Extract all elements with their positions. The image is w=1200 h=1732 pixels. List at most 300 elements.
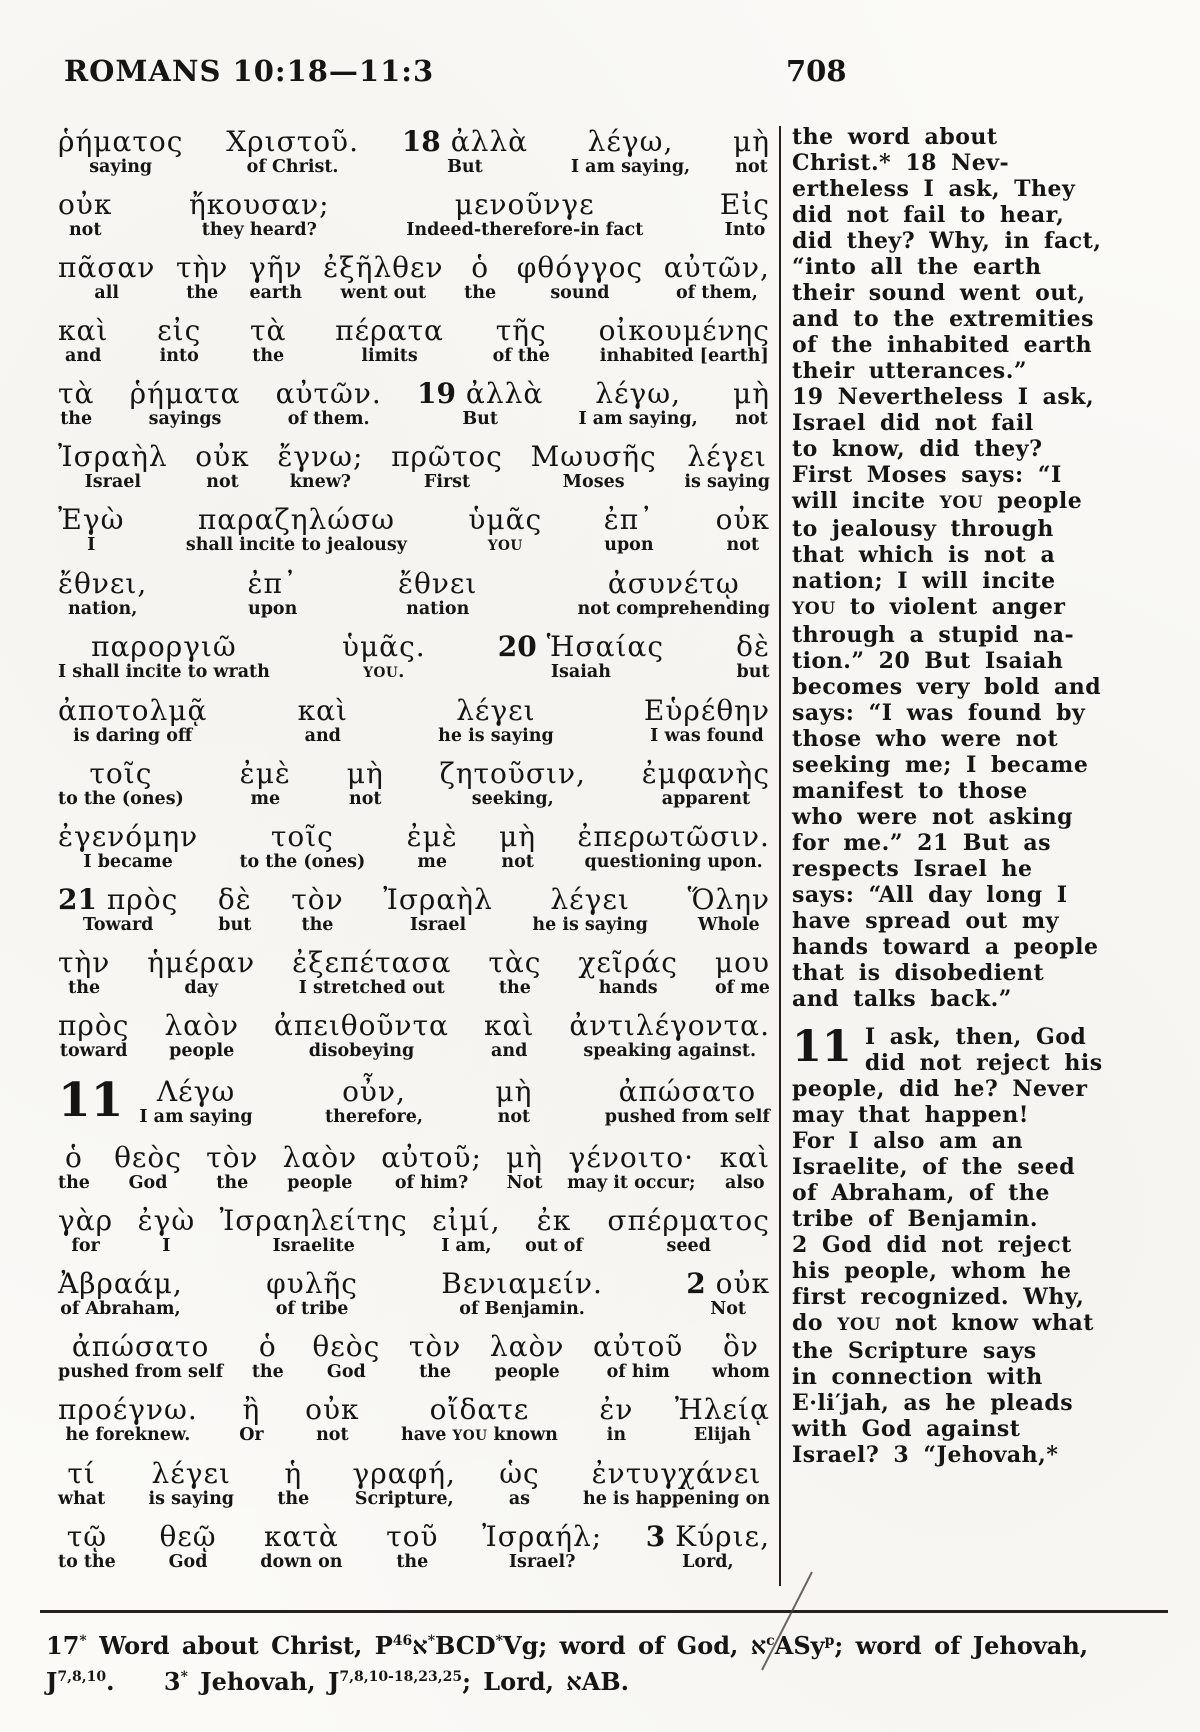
english-gloss: I am, bbox=[441, 1236, 492, 1256]
english-gloss: the bbox=[186, 283, 219, 303]
english-gloss: I bbox=[87, 535, 96, 555]
greek-english-word-pair bbox=[401, 1394, 558, 1447]
interlinear-line bbox=[58, 126, 770, 178]
interlinear-line bbox=[58, 378, 770, 430]
english-gloss: to the (ones) bbox=[58, 789, 184, 809]
footnote-text: BCD bbox=[435, 1631, 496, 1660]
english-gloss: not bbox=[501, 852, 534, 872]
greek-english-word-pair bbox=[114, 1142, 182, 1194]
greek-english-word-pair bbox=[684, 441, 770, 493]
translation-line: the word about bbox=[792, 124, 998, 150]
greek-word: 21 πρὸς bbox=[58, 883, 179, 916]
greek-english-word-pair bbox=[305, 1394, 359, 1446]
greek-english-word-pair bbox=[567, 1142, 695, 1194]
greek-word: ἡμέραν bbox=[147, 946, 256, 979]
english-gloss: he foreknew. bbox=[65, 1425, 191, 1445]
translation-line: the Scripture says bbox=[792, 1338, 1037, 1364]
english-gloss: people bbox=[287, 1173, 353, 1193]
interlinear-line bbox=[58, 504, 770, 557]
greek-english-word-pair bbox=[720, 1142, 770, 1194]
english-gloss: not comprehending bbox=[577, 599, 770, 619]
greek-word: δὲ bbox=[736, 630, 770, 663]
greek-word: αὐτῶν, bbox=[663, 251, 770, 284]
interlinear-line bbox=[58, 758, 770, 810]
greek-english-word-pair bbox=[283, 1142, 358, 1194]
greek-english-word-pair bbox=[495, 1076, 532, 1128]
english-gloss: what bbox=[58, 1489, 106, 1509]
english-gloss: of me bbox=[714, 978, 770, 998]
greek-word: οὐκ bbox=[305, 1393, 360, 1426]
english-gloss: therefore, bbox=[325, 1107, 423, 1127]
greek-word: τὰ bbox=[250, 314, 287, 347]
english-gloss: Into bbox=[724, 220, 766, 240]
greek-english-word-pair bbox=[277, 441, 363, 493]
translation-line: to know, did they? bbox=[792, 436, 1043, 462]
greek-english-word-pair bbox=[438, 695, 554, 747]
greek-word: οὐκ bbox=[195, 440, 250, 473]
greek-word: λέγει bbox=[456, 694, 536, 727]
greek-english-word-pair bbox=[176, 252, 228, 304]
greek-word: πᾶσαν bbox=[58, 251, 156, 284]
greek-word: ἔγνω; bbox=[277, 440, 364, 473]
greek-word: μὴ bbox=[499, 820, 537, 853]
translation-line: For I also am an bbox=[792, 1128, 1024, 1154]
english-gloss: apparent bbox=[661, 789, 751, 809]
greek-word: Βενιαμείν. bbox=[441, 1267, 603, 1300]
interlinear-line bbox=[58, 1458, 770, 1510]
greek-english-word-pair bbox=[532, 884, 648, 936]
english-gloss: Elijah bbox=[693, 1425, 751, 1445]
greek-english-word-pair bbox=[260, 1521, 342, 1573]
greek-word: Εὑρέθην bbox=[643, 694, 770, 727]
greek-word: πέρατα bbox=[335, 314, 444, 347]
interlinear-line bbox=[58, 252, 770, 304]
english-translation-column bbox=[792, 124, 1170, 1468]
greek-english-word-pair bbox=[58, 1394, 198, 1446]
greek-word: τοῖς bbox=[89, 757, 153, 790]
greek-english-word-pair bbox=[58, 1521, 116, 1573]
greek-word: πρῶτος bbox=[391, 440, 503, 473]
translation-line: through a stupid na- bbox=[792, 622, 1075, 648]
english-gloss bbox=[488, 535, 523, 557]
greek-word: μενοῦνγε bbox=[454, 188, 595, 221]
greek-english-word-pair bbox=[226, 126, 359, 178]
translation-line: for me.” 21 But as bbox=[792, 830, 1051, 856]
greek-word: ἐντυγχάνει bbox=[591, 1457, 762, 1490]
greek-english-word-pair bbox=[599, 315, 770, 367]
greek-word: λέγω, bbox=[595, 377, 681, 410]
greek-word: τὸν bbox=[206, 1141, 259, 1174]
translation-line: I ask, then, God bbox=[864, 1024, 1087, 1050]
footnote-rule bbox=[40, 1610, 1168, 1613]
greek-english-word-pair bbox=[353, 1458, 456, 1510]
greek-word: Ἐγὼ bbox=[58, 503, 125, 536]
small-caps-you: YOU bbox=[363, 665, 399, 681]
english-gloss: me bbox=[417, 852, 448, 872]
english-gloss: I am saying bbox=[139, 1107, 253, 1127]
verse-number: 19 bbox=[417, 377, 457, 410]
greek-word: ἔθνει, bbox=[58, 567, 148, 600]
greek-english-word-pair bbox=[335, 315, 444, 367]
translation-line: respects Israel he bbox=[792, 856, 1033, 882]
translation-line: 19 Nevertheless I ask, bbox=[792, 384, 1095, 410]
english-gloss: inhabited [earth] bbox=[599, 346, 769, 366]
greek-english-word-pair bbox=[58, 252, 155, 304]
english-gloss: Whole bbox=[697, 915, 760, 935]
english-gloss: I bbox=[162, 1236, 171, 1256]
interlinear-line bbox=[139, 1076, 770, 1128]
greek-english-word-pair bbox=[159, 1521, 216, 1573]
greek-word: μὴ bbox=[495, 1075, 533, 1108]
greek-word: ὃν bbox=[723, 1330, 759, 1363]
english-gloss: Isaiah bbox=[550, 662, 611, 682]
footnote-text: 7,8,10 bbox=[57, 1669, 107, 1685]
english-gloss: and bbox=[304, 726, 341, 746]
footnote-line bbox=[46, 1664, 1168, 1700]
translation-line: hands toward a people bbox=[792, 934, 1099, 960]
greek-english-word-pair bbox=[391, 441, 503, 493]
interlinear-line bbox=[58, 821, 770, 873]
greek-word: 20 Ἡσαίας bbox=[497, 630, 665, 663]
footnote-text: ; word of Jehovah, bbox=[834, 1631, 1089, 1660]
translation-line: First Moses says: “I bbox=[792, 462, 1062, 488]
english-gloss: is saying bbox=[148, 1489, 235, 1509]
verse-number: 2 bbox=[686, 1267, 706, 1300]
english-gloss: also bbox=[725, 1173, 765, 1193]
greek-english-word-pair bbox=[58, 1458, 105, 1510]
interlinear-line bbox=[58, 1331, 770, 1383]
translation-line: that which is not a bbox=[792, 542, 1056, 568]
interlinear-line bbox=[58, 695, 770, 747]
greek-word: ἤκουσαν; bbox=[188, 188, 330, 221]
greek-english-word-pair bbox=[58, 947, 110, 999]
greek-word: τὸν bbox=[291, 883, 344, 916]
greek-word: λαὸν bbox=[164, 1009, 239, 1042]
english-gloss: in bbox=[606, 1425, 627, 1445]
greek-english-word-pair bbox=[240, 758, 291, 810]
greek-english-word-pair bbox=[189, 189, 330, 241]
english-gloss: questioning upon. bbox=[584, 852, 763, 872]
footnote-text: 3 bbox=[163, 1667, 181, 1696]
translation-line: manifest to those bbox=[792, 778, 1028, 804]
interlinear-line bbox=[58, 884, 770, 936]
translation-chapter-lead bbox=[865, 1024, 1103, 1076]
greek-word: ἀποτολμᾷ bbox=[58, 694, 208, 727]
translation-line: that is disobedient bbox=[792, 960, 1045, 986]
greek-english-word-pair bbox=[276, 378, 382, 430]
greek-english-word-pair bbox=[325, 1076, 423, 1128]
english-gloss: they heard? bbox=[201, 220, 317, 240]
greek-english-word-pair bbox=[599, 1394, 633, 1446]
footnote-text: * bbox=[427, 1633, 436, 1649]
small-caps-you: YOU bbox=[837, 1315, 881, 1335]
translation-line: his people, whom he bbox=[792, 1258, 1072, 1284]
greek-word: καὶ bbox=[297, 694, 348, 727]
greek-word: ἀπειθοῦντα bbox=[274, 1009, 449, 1042]
greek-word: λέγει bbox=[687, 440, 767, 473]
greek-word: πρὸς bbox=[58, 1009, 130, 1042]
translation-line: ertheless I ask, They bbox=[792, 176, 1076, 202]
translation-line: did they? Why, in fact, bbox=[792, 228, 1102, 254]
greek-word: οὖν, bbox=[342, 1075, 406, 1108]
translation-line: seeking me; I became bbox=[792, 752, 1089, 778]
greek-word: φυλῆς bbox=[266, 1267, 358, 1300]
greek-word: 18 ἀλλὰ bbox=[401, 125, 529, 158]
greek-word: ἐμὲ bbox=[239, 757, 291, 790]
translation-line: to jealousy through bbox=[792, 516, 1054, 542]
translation-line: Christ.* 18 Nev- bbox=[792, 150, 1010, 176]
english-gloss: have YOU known bbox=[400, 1425, 558, 1445]
translation-line: those who were not bbox=[792, 726, 1059, 752]
greek-word: ἐπ᾽ bbox=[603, 503, 655, 536]
english-gloss: is daring off bbox=[73, 726, 193, 746]
greek-word: θεῷ bbox=[159, 1520, 217, 1553]
greek-english-word-pair bbox=[440, 758, 586, 810]
translation-line: nation; I will incite bbox=[792, 568, 1056, 594]
greek-word: θεὸς bbox=[312, 1330, 381, 1363]
english-gloss: for bbox=[71, 1236, 100, 1256]
greek-english-word-pair bbox=[220, 1205, 408, 1257]
english-gloss: Not bbox=[506, 1173, 543, 1193]
greek-word: χεῖράς bbox=[578, 946, 678, 979]
small-caps-you: YOU bbox=[487, 538, 523, 554]
greek-english-word-pair bbox=[239, 1394, 263, 1446]
footnote-text: 17 bbox=[46, 1631, 80, 1660]
greek-english-word-pair bbox=[58, 1142, 90, 1194]
greek-english-word-pair bbox=[298, 695, 348, 747]
column-divider bbox=[779, 126, 781, 1586]
translation-line: E·li′jah, as he pleads bbox=[792, 1390, 1074, 1416]
greek-word: Λέγω bbox=[156, 1075, 236, 1108]
greek-english-word-pair bbox=[664, 252, 770, 304]
english-gloss: Indeed-therefore-in fact bbox=[406, 220, 644, 240]
greek-english-word-pair bbox=[605, 1076, 770, 1128]
greek-english-word-pair bbox=[569, 1010, 770, 1062]
interlinear-line bbox=[58, 1394, 770, 1447]
english-gloss: Lord, bbox=[682, 1552, 734, 1572]
greek-english-word-pair bbox=[58, 504, 124, 556]
greek-english-word-pair bbox=[417, 378, 543, 430]
translation-line: may that happen! bbox=[792, 1102, 1029, 1128]
footnote-text: 7,8,10-18,23,25 bbox=[339, 1669, 463, 1685]
english-gloss: of Abraham, bbox=[60, 1299, 181, 1319]
footnote-text: א bbox=[412, 1631, 428, 1660]
translation-line: will incite YOU people bbox=[792, 488, 1083, 514]
greek-word: Χριστοῦ. bbox=[226, 125, 359, 158]
english-gloss: down on bbox=[260, 1552, 343, 1572]
footnote-text: Jehovah, J bbox=[187, 1667, 340, 1696]
english-gloss: Israelite bbox=[272, 1236, 355, 1256]
english-gloss: God bbox=[168, 1552, 208, 1572]
greek-english-word-pair bbox=[342, 631, 426, 684]
greek-word: ἢ bbox=[242, 1393, 261, 1426]
greek-english-word-pair bbox=[386, 1521, 438, 1573]
english-gloss: upon bbox=[604, 535, 654, 555]
greek-word: τὸν bbox=[408, 1330, 462, 1363]
greek-word: γὰρ bbox=[58, 1204, 114, 1237]
greek-english-word-pair bbox=[247, 568, 297, 620]
footnote-text: p bbox=[824, 1633, 835, 1649]
greek-english-word-pair bbox=[398, 568, 477, 620]
translation-line: their utterances.” bbox=[792, 358, 1028, 384]
greek-english-word-pair bbox=[642, 758, 770, 810]
english-gloss: Israel bbox=[409, 915, 467, 935]
interlinear-line bbox=[58, 1142, 770, 1194]
greek-word: ὡς bbox=[499, 1457, 540, 1490]
running-head: ROMANS 10:18—11:3 bbox=[64, 54, 435, 88]
greek-word: αὐτοῦ bbox=[593, 1330, 684, 1363]
english-gloss: sound bbox=[550, 283, 610, 303]
greek-word: τὰς bbox=[488, 946, 542, 979]
english-gloss: the bbox=[60, 409, 93, 429]
greek-english-word-pair bbox=[464, 252, 496, 304]
english-gloss: toward bbox=[59, 1041, 128, 1061]
greek-english-word-pair bbox=[58, 1268, 183, 1320]
greek-english-word-pair bbox=[517, 252, 643, 304]
greek-english-word-pair bbox=[249, 252, 303, 304]
english-gloss: Or bbox=[239, 1425, 264, 1445]
greek-word: τῷ bbox=[66, 1520, 108, 1553]
english-gloss: the bbox=[277, 1489, 310, 1509]
translation-line: says: “I was found by bbox=[792, 700, 1086, 726]
greek-word: Ἰσραηλείτης bbox=[219, 1204, 408, 1237]
english-gloss: not bbox=[497, 1107, 531, 1127]
english-gloss: I shall incite to wrath bbox=[58, 662, 270, 682]
greek-word: ἐξῆλθεν bbox=[323, 251, 444, 284]
greek-english-word-pair bbox=[593, 1331, 683, 1383]
english-gloss: the bbox=[252, 346, 285, 366]
interlinear-greek-column bbox=[58, 126, 770, 1584]
translation-line: 2 God did not reject bbox=[792, 1232, 1072, 1258]
english-gloss: pushed from self bbox=[58, 1362, 224, 1382]
english-gloss: Toward bbox=[82, 915, 154, 935]
translation-chapter-start bbox=[792, 1024, 1170, 1076]
english-gloss: seed bbox=[666, 1236, 711, 1256]
greek-english-word-pair bbox=[604, 504, 654, 556]
english-gloss: me bbox=[250, 789, 281, 809]
greek-english-word-pair bbox=[58, 884, 178, 936]
greek-english-word-pair bbox=[716, 504, 770, 556]
greek-word: τοῦ bbox=[386, 1520, 439, 1553]
translation-line: their sound went out, bbox=[792, 280, 1086, 306]
greek-english-word-pair bbox=[58, 758, 184, 810]
greek-english-word-pair bbox=[490, 1331, 565, 1383]
greek-english-word-pair bbox=[488, 947, 541, 999]
greek-word: ἀσυνέτῳ bbox=[607, 567, 740, 600]
greek-english-word-pair bbox=[578, 947, 678, 999]
english-gloss: went out bbox=[340, 283, 427, 303]
greek-english-word-pair bbox=[381, 1142, 482, 1194]
english-gloss: the bbox=[419, 1362, 452, 1382]
english-gloss: is saying bbox=[684, 472, 770, 492]
greek-english-word-pair bbox=[148, 1458, 234, 1510]
english-gloss: sayings bbox=[148, 409, 222, 429]
translation-line: of Abraham, of the bbox=[792, 1180, 1050, 1206]
greek-english-word-pair bbox=[292, 947, 451, 999]
english-gloss: nation, bbox=[68, 599, 138, 619]
greek-english-word-pair bbox=[347, 758, 384, 810]
greek-word: ἀντιλέγοντα. bbox=[569, 1009, 770, 1042]
greek-word: μὴ bbox=[733, 125, 770, 158]
translation-line: becomes very bold and bbox=[792, 674, 1102, 700]
greek-word: εἰμί, bbox=[432, 1204, 501, 1237]
greek-english-word-pair bbox=[409, 1331, 461, 1383]
translation-line: Israel did not fail bbox=[792, 410, 1034, 436]
translation-line: tribe of Benjamin. bbox=[792, 1206, 1039, 1232]
greek-word: λέγω, bbox=[587, 125, 674, 158]
english-gloss: to the (ones) bbox=[239, 852, 366, 872]
english-gloss: the bbox=[396, 1552, 429, 1572]
greek-english-word-pair bbox=[506, 1142, 543, 1194]
greek-word: ἐκ bbox=[536, 1204, 572, 1237]
small-caps-you: YOU bbox=[939, 493, 984, 513]
greek-word: μὴ bbox=[506, 1141, 544, 1174]
greek-word: ὁ bbox=[471, 251, 490, 284]
english-gloss: the bbox=[68, 978, 101, 998]
translation-line: and to the extremities bbox=[792, 306, 1095, 332]
greek-word: καὶ bbox=[484, 1009, 535, 1042]
interlinear-line bbox=[58, 1205, 770, 1257]
english-gloss: I became bbox=[83, 852, 173, 872]
interlinear-line bbox=[58, 1521, 770, 1573]
greek-word: λέγει bbox=[151, 1457, 231, 1490]
interlinear-line bbox=[58, 947, 770, 999]
chapter-number: 11 bbox=[792, 1022, 852, 1072]
greek-english-word-pair bbox=[323, 252, 443, 304]
greek-english-word-pair bbox=[578, 568, 770, 620]
english-gloss: of tribe bbox=[275, 1299, 349, 1319]
english-gloss: the bbox=[251, 1362, 284, 1382]
english-gloss: but bbox=[736, 662, 770, 682]
translation-line: who were not asking bbox=[792, 804, 1074, 830]
greek-word: γένοιτο· bbox=[568, 1141, 694, 1174]
greek-word: ῥήματος bbox=[58, 125, 184, 158]
footnote-text: Vg; word of God, א bbox=[503, 1631, 767, 1660]
greek-english-word-pair bbox=[675, 1394, 770, 1446]
english-gloss: not bbox=[735, 157, 768, 177]
greek-word: λαὸν bbox=[489, 1330, 565, 1363]
chapter-number: 11 bbox=[58, 1073, 124, 1128]
english-gloss: I stretched out bbox=[298, 978, 445, 998]
translation-line: Israel? 3 “Jehovah,* bbox=[792, 1442, 1059, 1468]
greek-word: ἐπερωτῶσιν. bbox=[577, 820, 770, 853]
greek-word: ὑμᾶς bbox=[468, 503, 543, 536]
greek-word: κατὰ bbox=[263, 1520, 339, 1553]
english-gloss: disobeying bbox=[308, 1041, 415, 1061]
greek-word: μὴ bbox=[733, 377, 770, 410]
english-gloss: whom bbox=[711, 1362, 770, 1382]
greek-english-word-pair bbox=[58, 126, 183, 178]
greek-english-word-pair bbox=[58, 315, 108, 367]
english-gloss: of them, bbox=[675, 283, 758, 303]
footnote-text: * bbox=[79, 1633, 87, 1649]
page-number: 708 bbox=[786, 54, 847, 88]
greek-english-word-pair bbox=[239, 821, 365, 873]
greek-word: φθόγγος bbox=[516, 251, 644, 284]
greek-word: οἴδατε bbox=[429, 1393, 530, 1426]
greek-english-word-pair bbox=[531, 441, 657, 493]
translation-line: do YOU not know what bbox=[792, 1310, 1094, 1336]
english-gloss: But bbox=[447, 157, 483, 177]
greek-english-word-pair bbox=[206, 1142, 258, 1194]
greek-word: αὐτοῦ; bbox=[381, 1141, 482, 1174]
english-gloss: Scripture, bbox=[354, 1489, 454, 1509]
greek-english-word-pair bbox=[58, 695, 207, 747]
translation-line: have spread out my bbox=[792, 908, 1059, 934]
greek-english-word-pair bbox=[139, 1076, 252, 1128]
footnote-text: 46 bbox=[392, 1633, 413, 1649]
greek-word: ὁ bbox=[258, 1330, 277, 1363]
